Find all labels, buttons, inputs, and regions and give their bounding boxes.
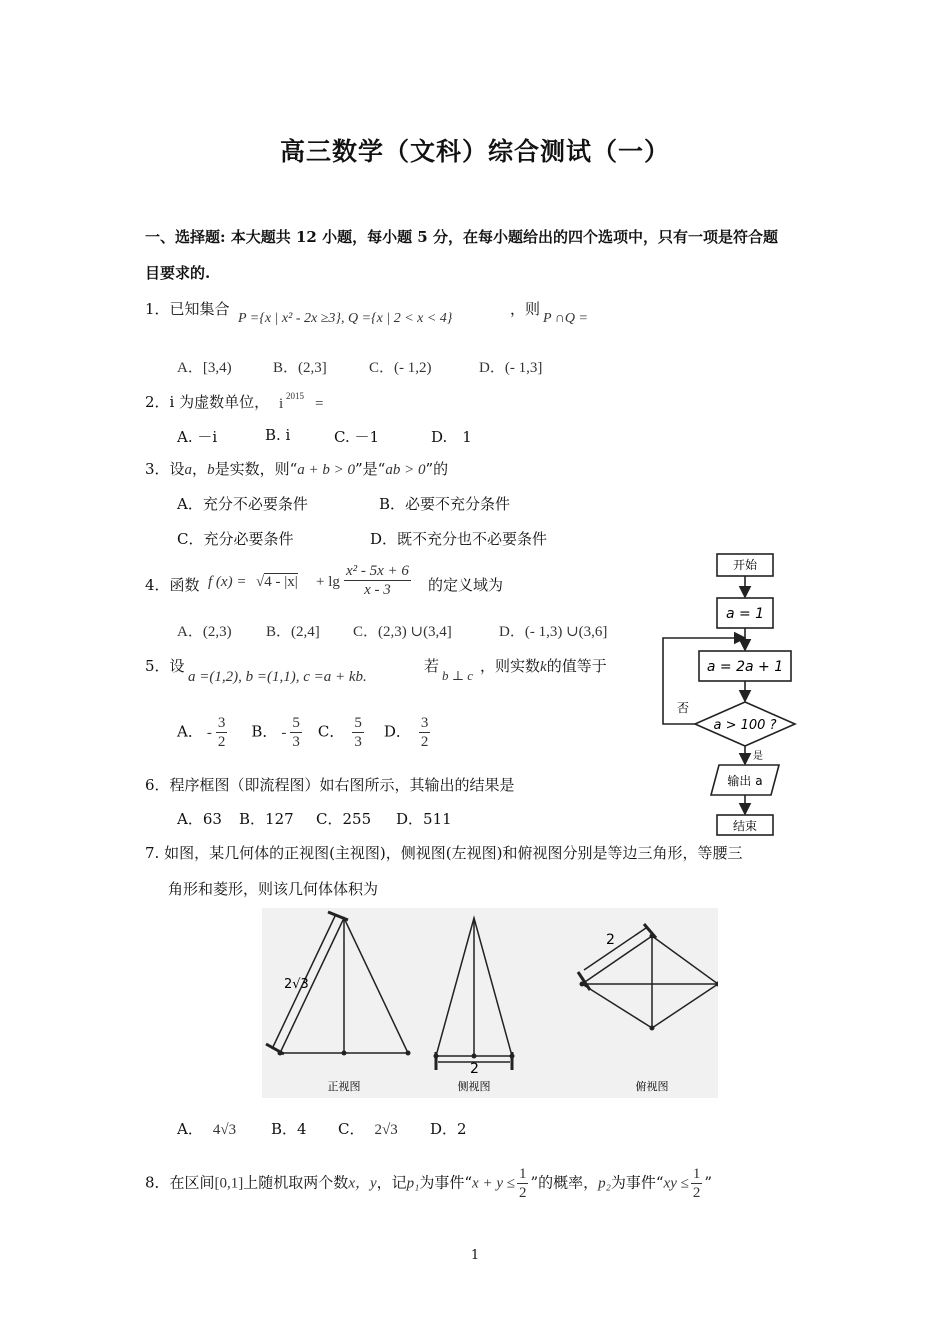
q6-option-b: B．127 [239, 810, 294, 828]
q5-option-c-frac: $\frac{5}{3}$ [354, 715, 362, 750]
flow-init-text: a = 1 [725, 606, 765, 622]
q1-option-b: B．(2,3] [273, 360, 327, 376]
side-view-label: 侧视图 [457, 1080, 491, 1093]
page-number: 1 [470, 1248, 480, 1263]
q1-stem: 1．已知集合 [145, 300, 230, 318]
q5-option-b-frac: $\frac{5}{3}$ [292, 715, 300, 750]
q8-half-1: $\frac{1}{2}$ [518, 1166, 527, 1201]
q3-option-a: A．充分不必要条件 [177, 495, 308, 513]
q2-base: i [279, 396, 284, 412]
q4-option-b: B．(2,4] [266, 624, 320, 640]
q6-option-d: D．511 [396, 810, 452, 828]
front-view-dim: 2√3 [284, 977, 309, 992]
q4-end: 的定义域为 [428, 576, 504, 594]
q1-then: ，则 [510, 300, 541, 318]
q2-option-d: D. 1 [431, 428, 472, 446]
q4-formula: f (x) = [208, 574, 247, 590]
q7-option-a: A． 4√3 [177, 1120, 237, 1138]
q1-formula: P ={x | x² - 2x ≥3}, Q ={x | 2 < x < 4} [238, 311, 453, 326]
q2-option-a: A. －i [177, 428, 218, 446]
q7-option-b: B．4 [271, 1120, 307, 1138]
flow-start-text: 开始 [732, 558, 758, 572]
q6-option-a: A．63 [177, 810, 222, 828]
q5-stem: 5．设 [145, 657, 185, 675]
flow-yes-label: 是 [753, 751, 763, 762]
q1-option-d: D．(- 1,3] [479, 360, 543, 376]
q4-option-c: C．(2,3) ∪(3,4] [353, 624, 452, 640]
q7-line2: 角形和菱形，则该几何体体积为 [168, 880, 379, 898]
q2-option-b: B. i [265, 426, 291, 444]
q8-half-2: $\frac{1}{2}$ [692, 1166, 701, 1201]
flow-cond-text: a > 100 ? [713, 718, 777, 733]
flow-output-text: 输出 a [727, 774, 763, 788]
top-view-label: 俯视图 [635, 1080, 669, 1093]
q7-line1: 7. 如图，某几何体的正视图(主视图)，侧视图(左视图)和俯视图分别是等边三角形，等腰三 [145, 844, 743, 862]
q2-option-c: C. －1 [334, 428, 380, 446]
q5-condition: b ⊥ c [442, 668, 473, 683]
flow-no-label: 否 [677, 701, 690, 715]
q7-option-c: C． 2√3 [338, 1120, 398, 1138]
section-heading: 一、选择题: 本大题共 12 小题，每小题 5 分，在每小题给出的四个选项中，只有一项是符合题 [145, 228, 778, 246]
q1-option-c: C．(- 1,2) [369, 360, 432, 376]
q6-stem: 6．程序框图（即流程图）如右图所示，其输出的结果是 [145, 776, 515, 794]
front-view-label: 正视图 [327, 1080, 361, 1093]
q4-stem: 4．函数 [145, 576, 200, 594]
q5-options: A． - $\frac{3}{2}$ B． - $\frac{5}{3}$ C． $\frac{5}{3}$ D． $\frac{3}{2}$ [177, 715, 429, 750]
q2-exponent: 2015 [286, 391, 304, 401]
top-view-dim: 2 [606, 932, 615, 948]
flow-update-text: a = 2a + 1 [706, 659, 784, 675]
section-heading-cont: 目要求的. [145, 264, 211, 282]
q5-end: ，则实数k的值等于 [480, 657, 607, 675]
q4-fraction: $\frac{\text{x² - 5x + 6}}{x - 3}$ [346, 563, 409, 598]
q7-option-d: D．2 [430, 1120, 467, 1138]
q2-stem: 2．i 为虚数单位， [145, 393, 270, 411]
q5-option-a-frac: $\frac{3}{2}$ [217, 715, 226, 750]
q1-ask: P ∩Q = [543, 311, 588, 326]
page-title: 高三数学（文科）综合测试（一） [279, 137, 670, 166]
q3-option-b: B．必要不充分条件 [379, 495, 511, 513]
side-view-dim: 2 [470, 1061, 479, 1077]
q8-stem: 8．在区间[0,1]上随机取两个数x，y，记p₁为事件“x + y ≤ $\frac{1}{2}$ ”的概率，p₂为事件“xy ≤ $\frac{1}{2}$ ” [145, 1166, 713, 1201]
q5-formula: a =(1,2), b =(1,1), c =a + kb. [188, 669, 367, 685]
q4-sqrt: √4 - |x| [256, 574, 298, 590]
q3-stem: 3．设a，b是实数，则“a + b > 0”是“ab > 0”的 [145, 460, 449, 478]
flowchart [655, 548, 815, 838]
q1-option-a: A．[3,4) [177, 360, 232, 376]
q3-option-d: D．既不充分也不必要条件 [370, 530, 548, 548]
q4-option-d: D．(- 1,3) ∪(3,6] [499, 624, 608, 640]
q5-ruo: 若 [424, 657, 440, 675]
flow-end-text: 结束 [732, 819, 758, 833]
q6-option-c: C．255 [316, 810, 372, 828]
q3-option-c: C．充分必要条件 [177, 530, 294, 548]
q2-eq: = [315, 396, 324, 412]
q5-option-d-frac: $\frac{3}{2}$ [420, 715, 429, 750]
q4-lg: + lg [316, 574, 340, 590]
three-views-figure [262, 908, 718, 1098]
sqrt-icon: √ [256, 574, 265, 590]
q4-option-a: A．(2,3) [177, 624, 232, 640]
